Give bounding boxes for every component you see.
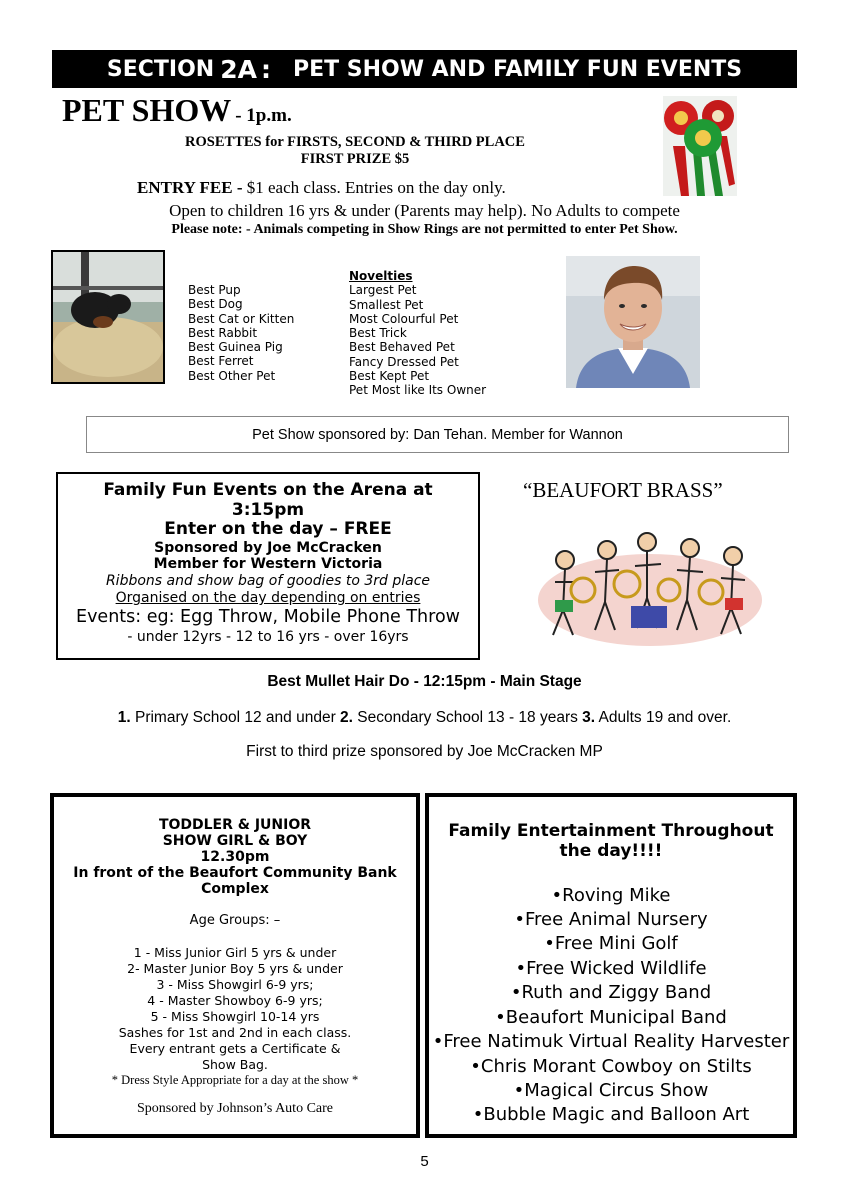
list-item: 5 - Miss Showgirl 10-14 yrs <box>150 1009 320 1024</box>
list-item: •Beaufort Municipal Band <box>495 1007 727 1028</box>
list-item: Best Kept Pet <box>349 369 430 384</box>
family-entertainment-box <box>425 793 797 1138</box>
mullet-cat2: Secondary School 13 - 18 years <box>352 709 583 726</box>
list-item: Best Cat or Kitten <box>188 311 295 326</box>
toddler-certificate2: Show Bag. <box>202 1057 268 1072</box>
family-fun-ages: - under 12yrs - 12 to 16 yrs - over 16yrs <box>127 629 409 645</box>
novelties-header: Novelties <box>349 269 413 283</box>
list-item: •Chris Morant Cowboy on Stilts <box>470 1056 752 1077</box>
list-item: •Free Animal Nursery <box>514 909 708 930</box>
list-item: Best Trick <box>349 326 407 341</box>
mullet-cat1-number: 1. <box>117 709 131 726</box>
mullet-cat3-number: 3. <box>582 709 596 726</box>
list-item: Pet Most like Its Owner <box>349 383 487 398</box>
toddler-location2: Complex <box>201 881 269 897</box>
entry-fee-label: ENTRY FEE - <box>137 178 243 197</box>
list-item: Best Ferret <box>188 354 254 369</box>
list-item: •Free Natimuk Virtual Reality Harvester <box>432 1031 790 1052</box>
list-item: •Roving Mike <box>551 885 671 906</box>
list-item: Best Other Pet <box>188 368 276 383</box>
pet-show-heading: PET SHOW <box>62 92 232 128</box>
list-item: 2- Master Junior Boy 5 yrs & under <box>127 961 343 976</box>
section-title: PET SHOW AND FAMILY FUN EVENTS <box>292 56 743 82</box>
first-prize-line: FIRST PRIZE $5 <box>300 151 410 167</box>
family-fun-events-box <box>56 472 480 660</box>
list-item: Smallest Pet <box>349 297 424 312</box>
list-item: •Ruth and Ziggy Band <box>510 982 712 1003</box>
toddler-junior-box <box>50 793 420 1138</box>
family-fun-enter: Enter on the day – FREE <box>164 519 392 539</box>
list-item: Fancy Dressed Pet <box>349 354 459 369</box>
family-fun-ribbons: Ribbons and show bag of goodies to 3rd place <box>105 573 431 589</box>
mullet-cat2-number: 2. <box>340 709 353 726</box>
list-item: Best Dog <box>188 297 243 312</box>
open-to-line: Open to children 16 yrs & under (Parents may help). No Adults to compete <box>169 201 680 220</box>
list-item: •Magical Circus Show <box>513 1080 709 1101</box>
beaufort-brass-title: “BEAUFORT BRASS” <box>523 478 723 502</box>
mullet-prize: First to third prize sponsored by Joe McCracken MP <box>246 743 603 760</box>
toddler-sashes: Sashes for 1st and 2nd in each class. <box>118 1025 352 1040</box>
list-item: •Free Wicked Wildlife <box>515 958 707 979</box>
entry-fee-text: $1 each class. Entries on the day only. <box>242 178 506 197</box>
list-item: Best Rabbit <box>188 325 258 340</box>
mullet-cat3: Adults 19 and over. <box>595 709 732 726</box>
section-banner <box>52 50 797 88</box>
list-item: Best Guinea Pig <box>188 340 283 355</box>
novelties-list <box>349 269 486 398</box>
pet-show-title <box>62 92 292 129</box>
sponsor-portrait-photo <box>566 256 700 388</box>
pet-show-sponsor-text: Pet Show sponsored by: Dan Tehan. Member for Wannon <box>252 426 623 443</box>
dog-photo <box>51 250 165 384</box>
pet-class-list <box>188 283 294 383</box>
list-item: 4 - Master Showboy 6-9 yrs; <box>147 993 323 1008</box>
toddler-title2: SHOW GIRL & BOY <box>162 833 308 849</box>
mullet-categories <box>0 709 849 727</box>
toddler-age-groups: Age Groups: – <box>189 913 281 928</box>
list-item: •Bubble Magic and Balloon Art <box>472 1104 750 1125</box>
rosette-image <box>663 96 737 196</box>
toddler-sponsor: Sponsored by Johnson’s Auto Care <box>137 1101 333 1116</box>
section-colon: : <box>260 54 271 84</box>
entry-fee-line <box>137 178 506 198</box>
section-label: SECTION <box>106 56 215 82</box>
list-item: Largest Pet <box>349 283 417 298</box>
family-fun-sponsor-line2: Member for Western Victoria <box>153 556 383 572</box>
rosettes-line: ROSETTES for FIRSTS, SECOND & THIRD PLACE <box>185 134 525 150</box>
section-number: 2A <box>220 54 257 84</box>
toddler-certificate1: Every entrant gets a Certificate & <box>129 1041 341 1056</box>
mullet-cat1: Primary School 12 and under <box>130 709 341 726</box>
page-number: 5 <box>420 1153 429 1170</box>
list-item: Best Pup <box>188 283 241 297</box>
toddler-title1: TODDLER & JUNIOR <box>158 817 312 833</box>
mullet-title: Best Mullet Hair Do - 12:15pm - Main Stage <box>267 673 582 690</box>
family-fun-title-line1: Family Fun Events on the Arena at <box>103 480 433 500</box>
family-fun-sponsor-line1: Sponsored by Joe McCracken <box>154 540 382 556</box>
toddler-time: 12.30pm <box>200 849 270 865</box>
toddler-location1: In front of the Beaufort Community Bank <box>73 865 397 881</box>
family-entertainment-title1: Family Entertainment Throughout <box>448 821 774 841</box>
brass-band-cartoon-image <box>535 520 765 650</box>
list-item: 3 - Miss Showgirl 6-9 yrs; <box>156 977 314 992</box>
pet-show-sponsor-box <box>86 416 789 453</box>
list-item: •Free Mini Golf <box>544 933 678 954</box>
family-fun-organised: Organised on the day depending on entries <box>115 590 421 606</box>
list-item: 1 - Miss Junior Girl 5 yrs & under <box>133 945 337 960</box>
list-item: Best Behaved Pet <box>349 340 455 355</box>
family-fun-events: Events: eg: Egg Throw, Mobile Phone Throw <box>76 607 460 627</box>
toddler-dress: * Dress Style Appropriate for a day at the show * <box>111 1073 359 1087</box>
please-note-line: Please note: - Animals competing in Show Rings are not permitted to enter Pet Show. <box>171 222 678 237</box>
family-fun-title-line2: 3:15pm <box>231 500 305 520</box>
pet-show-time: - 1p.m. <box>235 105 292 126</box>
list-item: Most Colourful Pet <box>349 311 459 326</box>
family-entertainment-title2: the day!!!! <box>559 841 663 861</box>
